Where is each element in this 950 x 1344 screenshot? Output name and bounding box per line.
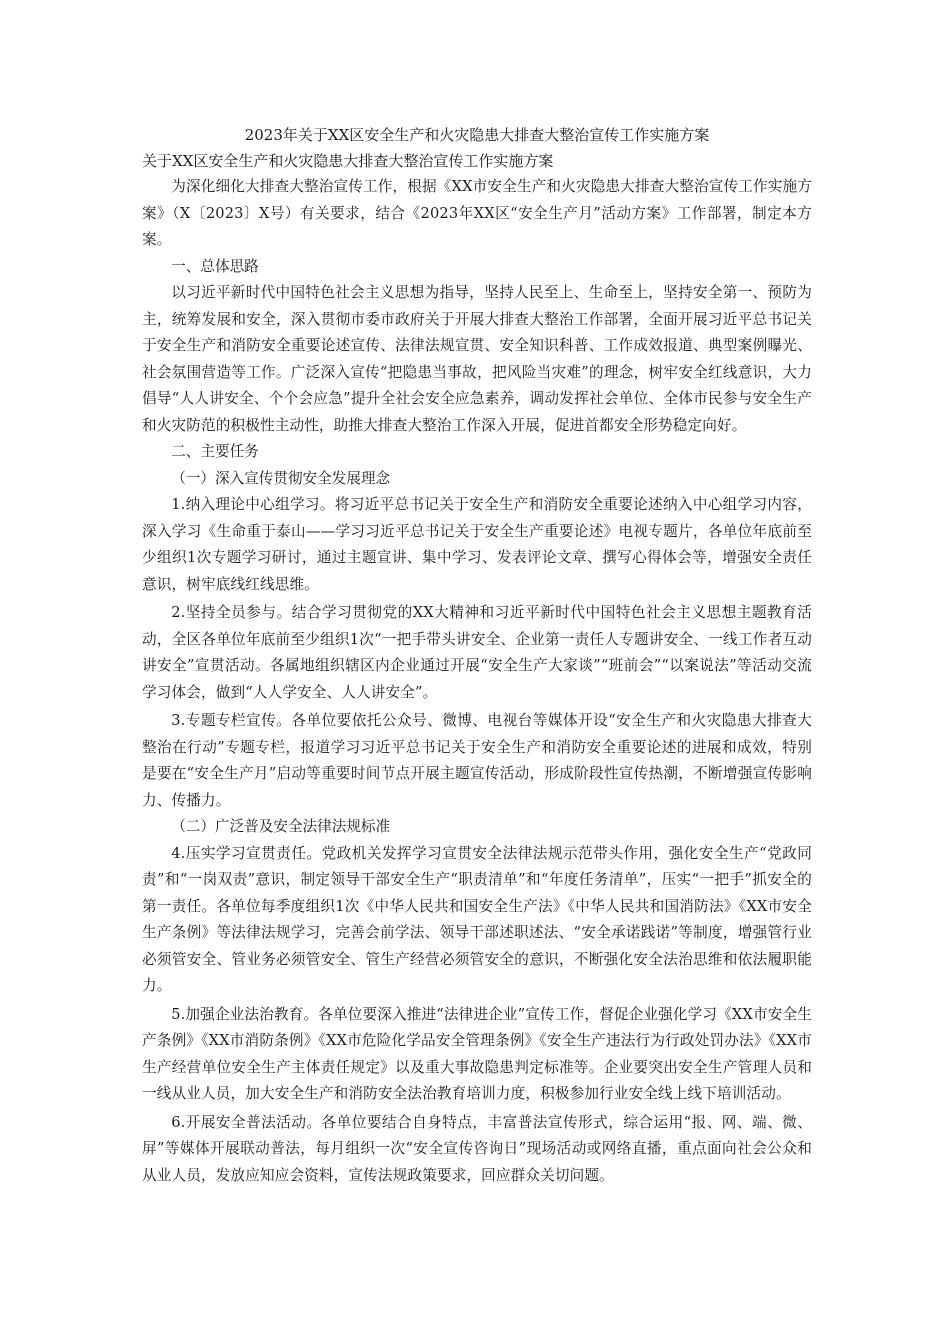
- task-item-5: 5.加强企业法治教育。各单位要深入推进“法律进企业”宣传工作，督促企业强化学习《XX市安全生产条例》《XX市消防条例》《XX市危险化学品安全管理条例》《安全生产违法行为行政处罚办法》《XX市生产经营单位安全生产主体责任规定》以及重大事故隐患判定标准等。企业要突出安全生产管理人员和一线从业人员，加大安全生产和消防安全法治教育培训力度，积极参加行业安全线上线下培训活动。: [142, 1005, 812, 1102]
- subsection-heading-law: （二）广泛普及安全法律法规标准: [171, 818, 391, 835]
- section-paragraph-overall: 以习近平新时代中国特色社会主义思想为指导，坚持人民至上、生命至上，坚持安全第一、预防为主，统筹发展和安全，深入贯彻市委市政府关于开展大排查大整治工作部署，全面开展习近平总书记关于安全生产和消防安全重要论述宣传、法律法规宣贯、安全知识科普、工作成效报道、典型案例曝光、社会氛围营造等工作。广泛深入宣传“把隐患当事故，把风险当灾难”的理念，树牢安全红线意识，大力倡导“人人讲安全、个个会应急”提升全社会安全应急素养，调动发挥社会单位、全体市民参与安全生产和火灾防范的积极性主动性，助推大排查大整治工作深入开展，促进首都安全形势稳定向好。: [142, 284, 812, 434]
- section-heading-overall: 一、总体思路: [171, 257, 259, 275]
- task-item-1: 1.纳入理论中心组学习。将习近平总书记关于安全生产和消防安全重要论述纳入中心组学习内容，深入学习《生命重于泰山——学习习近平总书记关于安全生产重要论述》电视专题片，各单位年底前至少组织1次专题学习研讨，通过主题宣讲、集中学习、发表评论文章、撰写心得体会等，增强安全责任意识，树牢底线红线思维。: [142, 496, 812, 593]
- document-title: 2023年关于XX区安全生产和火灾隐患大排查大整治宣传工作实施方案: [244, 126, 710, 144]
- task-item-4: 4.压实学习宣贯责任。党政机关发挥学习宣贯安全法律法规示范带头作用，强化安全生产“党政同责”和“一岗双责”意识，制定领导干部安全生产“职责清单”和“年度任务清单”，压实“一把手”抓安全的第一责任。各单位每季度组织1次《中华人民共和国安全生产法》《中华人民共和国消防法》《XX市安全生产条例》等法律法规学习，完善会前学法、领导干部述职述法、“安全承诺践诺”等制度，增强管行业必须管安全、管业务必须管安全、管生产经营必须管安全的意识，不断强化安全法治思维和依法履职能力。: [142, 844, 812, 994]
- task-item-3: 3.专题专栏宣传。各单位要依托公众号、微博、电视台等媒体开设“安全生产和火灾隐患大排查大整治在行动”专题专栏，报道学习习近平总书记关于安全生产和消防安全重要论述的进展和成效，特别是要在“安全生产月”启动等重要时间节点开展主题宣传活动，形成阶段性宣传热潮，不断增强宣传影响力、传播力。: [142, 712, 812, 809]
- document-page: [142, 122, 812, 1189]
- intro-paragraph: 为深化细化大排查大整治宣传工作，根据《XX市安全生产和火灾隐患大排查大整治宣传工作实施方案》（X〔2023〕X号）有关要求，结合《2023年XX区“安全生产月”活动方案》工作部署，制定本方案。: [142, 178, 812, 248]
- subsection-heading-concept: （一）深入宣传贯彻安全发展理念: [171, 469, 391, 487]
- task-item-6: 6.开展安全普法活动。各单位要结合自身特点，丰富普法宣传形式，综合运用“报、网、端、微、屏”等媒体开展联动普法，每月组织一次“安全宣传咨询日”现场活动或网络直播，重点面向社会公众和从业人员，发放应知应会资料，宣传法规政策要求，回应群众关切问题。: [142, 1113, 812, 1184]
- section-heading-tasks: 二、主要任务: [171, 443, 259, 460]
- document-subtitle: 关于XX区安全生产和火灾隐患大排查大整治宣传工作实施方案: [142, 152, 554, 170]
- task-item-2: 2.坚持全员参与。结合学习贯彻党的XX大精神和习近平新时代中国特色社会主义思想主题教育活动，全区各单位年底前至少组织1次“一把手带头讲安全、企业第一责任人专题讲安全、一线工作者互动讲安全”宣贯活动。各属地组织辖区内企业通过开展“安全生产大家谈”“班前会”“以案说法”等活动交流学习体会，做到“人人学安全、人人讲安全”。: [142, 604, 812, 701]
